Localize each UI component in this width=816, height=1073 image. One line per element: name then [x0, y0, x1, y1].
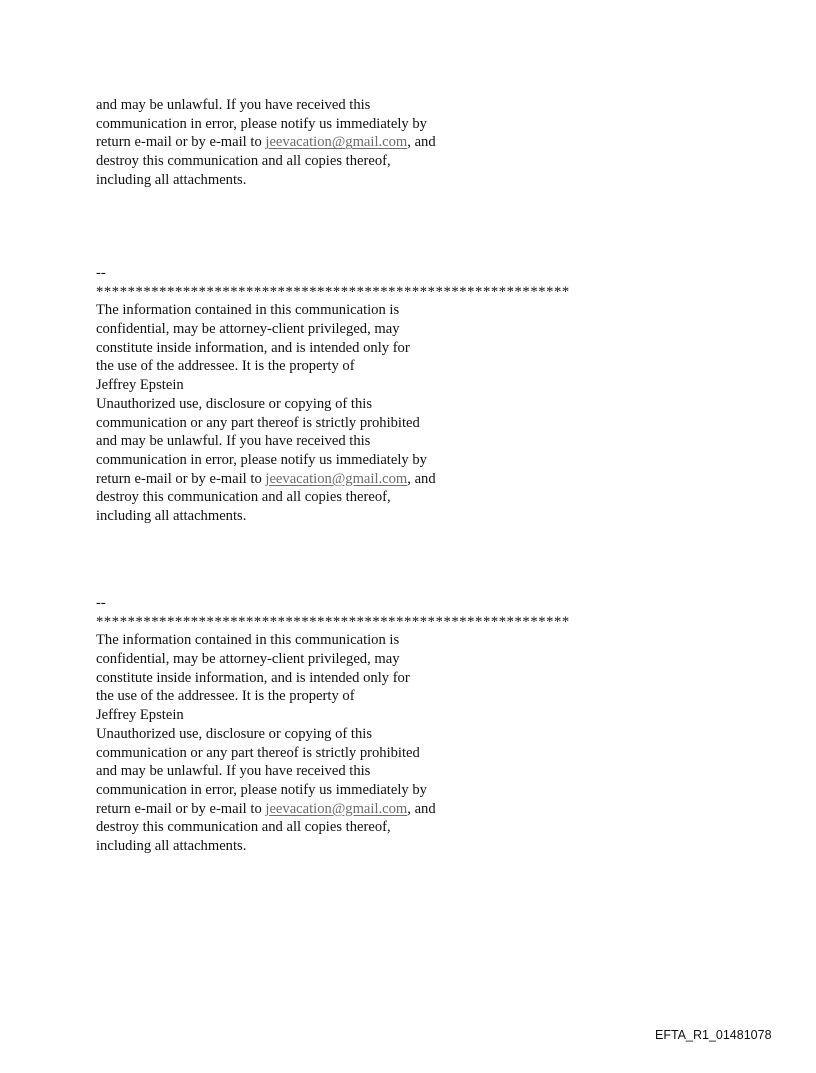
disclaimer-line: confidential, may be attorney-client privileged, may: [96, 651, 400, 668]
disclaimer-line: destroy this communication and all copies thereof,: [96, 153, 391, 170]
disclaimer-line: destroy this communication and all copies thereof,: [96, 489, 391, 506]
disclaimer-line: Jeffrey Epstein: [96, 707, 184, 724]
disclaimer-line: Jeffrey Epstein: [96, 377, 184, 394]
disclaimer-line: destroy this communication and all copies thereof,: [96, 819, 391, 836]
disclaimer-line: including all attachments.: [96, 507, 247, 524]
document-id: EFTA_R1_01481078: [655, 1028, 772, 1042]
disclaimer-tail: [96, 96, 616, 189]
separator: --: [96, 265, 106, 281]
email-suffix: , and: [407, 134, 436, 151]
disclaimer-line-text: return e-mail or by e-mail to: [96, 800, 266, 817]
disclaimer-line: communication in error, please notify us immediately by: [96, 115, 427, 132]
email-link[interactable]: jeevacation@gmail.com: [265, 470, 408, 487]
disclaimer-line: the use of the addressee. It is the property of: [96, 688, 355, 705]
disclaimer-line: communication in error, please notify us immediately by: [96, 781, 427, 798]
disclaimer-block-2: [96, 594, 616, 856]
disclaimer-line: constitute inside information, and is intended only for: [96, 669, 410, 686]
disclaimer-line: Unauthorized use, disclosure or copying of this: [96, 395, 373, 412]
disclaimer-line: and may be unlawful. If you have received this: [96, 763, 371, 780]
disclaimer-line: The information contained in this communication is: [96, 632, 400, 649]
disclaimer-line: constitute inside information, and is intended only for: [96, 339, 410, 356]
stars-divider: ************************************************************: [96, 283, 570, 300]
email-link[interactable]: jeevacation@gmail.com: [265, 134, 408, 151]
disclaimer-line: including all attachments.: [96, 837, 247, 854]
stars-divider: ************************************************************: [96, 613, 570, 630]
disclaimer-line: including all attachments.: [96, 171, 247, 188]
disclaimer-line: communication or any part thereof is strictly prohibited: [96, 744, 420, 761]
disclaimer-line: communication or any part thereof is strictly prohibited: [96, 414, 420, 431]
email-link[interactable]: jeevacation@gmail.com: [265, 800, 408, 817]
disclaimer-line-email: [96, 133, 616, 152]
disclaimer-line: confidential, may be attorney-client privileged, may: [96, 321, 400, 338]
disclaimer-line: and may be unlawful. If you have received this: [96, 97, 371, 113]
disclaimer-line-text: return e-mail or by e-mail to: [96, 134, 266, 151]
email-suffix: , and: [407, 470, 436, 487]
separator: --: [96, 595, 106, 611]
disclaimer-line-email: [96, 470, 616, 489]
disclaimer-line: the use of the addressee. It is the property of: [96, 358, 355, 375]
disclaimer-line: communication in error, please notify us immediately by: [96, 451, 427, 468]
disclaimer-line-text: return e-mail or by e-mail to: [96, 470, 266, 487]
disclaimer-line: and may be unlawful. If you have received this: [96, 433, 371, 450]
disclaimer-line: The information contained in this communication is: [96, 302, 400, 319]
disclaimer-block-1: [96, 264, 616, 526]
email-suffix: , and: [407, 800, 436, 817]
disclaimer-line-email: [96, 800, 616, 819]
disclaimer-line: Unauthorized use, disclosure or copying of this: [96, 725, 373, 742]
